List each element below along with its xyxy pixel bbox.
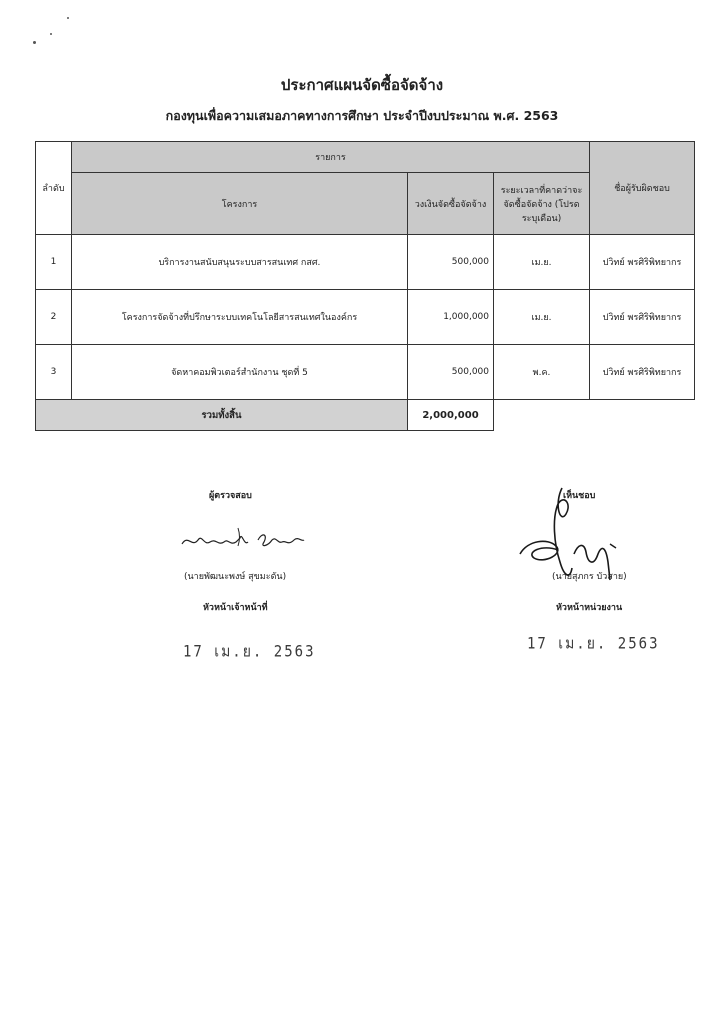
row-period: เม.ย. [494, 290, 590, 345]
header-items: รายการ [72, 142, 590, 173]
procurement-plan-table [35, 141, 695, 431]
row-project: จัดหาคอมพิวเตอร์สำนักงาน ชุดที่ 5 [72, 345, 408, 400]
header-project: โครงการ [72, 173, 408, 235]
reviewer-date-stamp: 17 เม.ย. 2563 [183, 642, 316, 662]
header-responsible: ชื่อผู้รับผิดชอบ [590, 142, 695, 235]
reviewer-signature [178, 520, 306, 556]
approver-name: (นายสุภกร บัวสาย) [552, 572, 627, 582]
row-budget: 500,000 [408, 235, 494, 290]
row-responsible: ปวิทย์ พรศิริพิทยากร [590, 345, 695, 400]
reviewer-position: หัวหน้าเจ้าหน้าที่ [203, 603, 268, 613]
row-no: 2 [36, 290, 72, 345]
scan-speck [67, 17, 69, 19]
header-no: ลำดับ [36, 142, 72, 235]
row-budget: 1,000,000 [408, 290, 494, 345]
table-row [36, 290, 695, 345]
scan-speck [50, 33, 52, 35]
total-label: รวมทั้งสิ้น [36, 400, 408, 431]
document-title: ประกาศแผนจัดซื้อจัดจ้าง [280, 76, 444, 94]
row-project: บริการงานสนับสนุนระบบสารสนเทศ กสศ. [72, 235, 408, 290]
row-period: พ.ค. [494, 345, 590, 400]
row-responsible: ปวิทย์ พรศิริพิทยากร [590, 290, 695, 345]
row-no: 1 [36, 235, 72, 290]
row-responsible: ปวิทย์ พรศิริพิทยากร [590, 235, 695, 290]
table-row [36, 235, 695, 290]
document-subtitle: กองทุนเพื่อความเสมอภาคทางการศึกษา ประจำปีงบประมาณ พ.ศ. 2563 [165, 108, 559, 123]
row-period: เม.ย. [494, 235, 590, 290]
total-row [36, 400, 695, 431]
header-budget: วงเงินจัดซื้อจัดจ้าง [408, 173, 494, 235]
table-row [36, 345, 695, 400]
reviewer-name: (นายพัฒนะพงษ์ สุขมะดัน) [184, 572, 287, 582]
total-value: 2,000,000 [408, 400, 494, 431]
row-budget: 500,000 [408, 345, 494, 400]
reviewer-label: ผู้ตรวจสอบ [209, 491, 252, 501]
scan-speck [33, 41, 36, 44]
approver-date-stamp: 17 เม.ย. 2563 [527, 634, 660, 654]
row-project: โครงการจัดจ้างที่ปรึกษาระบบเทคโนโลยีสารสนเทศในองค์กร [72, 290, 408, 345]
row-no: 3 [36, 345, 72, 400]
header-period: ระยะเวลาที่คาดว่าจะจัดซื้อจัดจ้าง (โปรดระบุเดือน) [494, 173, 590, 235]
approver-position: หัวหน้าหน่วยงาน [556, 603, 623, 613]
approver-label: เห็นชอบ [563, 491, 596, 501]
